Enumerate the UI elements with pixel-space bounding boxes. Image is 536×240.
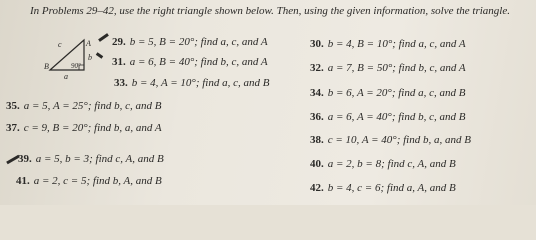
right-angle-label: 90°: [71, 62, 81, 70]
problem-33: 33. b = 4, A = 10°; find a, c, and B: [114, 77, 270, 89]
vertex-label-B: B: [44, 62, 49, 71]
problem-35: 35. a = 5, A = 25°; find b, c, and B: [6, 100, 162, 112]
problem-39: 39. a = 5, b = 3; find c, A, and B: [18, 153, 164, 165]
problem-30: 30. b = 4, B = 10°; find a, c, and A: [310, 38, 466, 50]
problem-42: 42. b = 4, c = 6; find a, A, and B: [310, 182, 456, 194]
problem-31: 31. a = 6, B = 40°; find b, c, and A: [112, 56, 268, 68]
side-label-b: b: [88, 53, 92, 62]
vertex-label-A: A: [86, 39, 91, 48]
instructions-text: In Problems 29–42, use the right triangle shown below. Then, using the given information, solve the triangle.: [30, 5, 510, 17]
problem-32: 32. a = 7, B = 50°; find b, c, and A: [310, 62, 466, 74]
problem-37: 37. c = 9, B = 20°; find b, a, and A: [6, 122, 162, 134]
problem-34: 34. b = 6, A = 20°; find a, c, and B: [310, 87, 466, 99]
problem-36: 36. a = 6, A = 40°; find b, c, and B: [310, 111, 466, 123]
hypotenuse-label-c: c: [58, 40, 62, 49]
side-label-a: a: [64, 72, 68, 81]
problem-38: 38. c = 10, A = 40°; find b, a, and B: [310, 134, 471, 146]
problem-41: 41. a = 2, c = 5; find b, A, and B: [16, 175, 162, 187]
problem-40: 40. a = 2, b = 8; find c, A, and B: [310, 158, 456, 170]
problem-29: 29. b = 5, B = 20°; find a, c, and A: [112, 36, 268, 48]
